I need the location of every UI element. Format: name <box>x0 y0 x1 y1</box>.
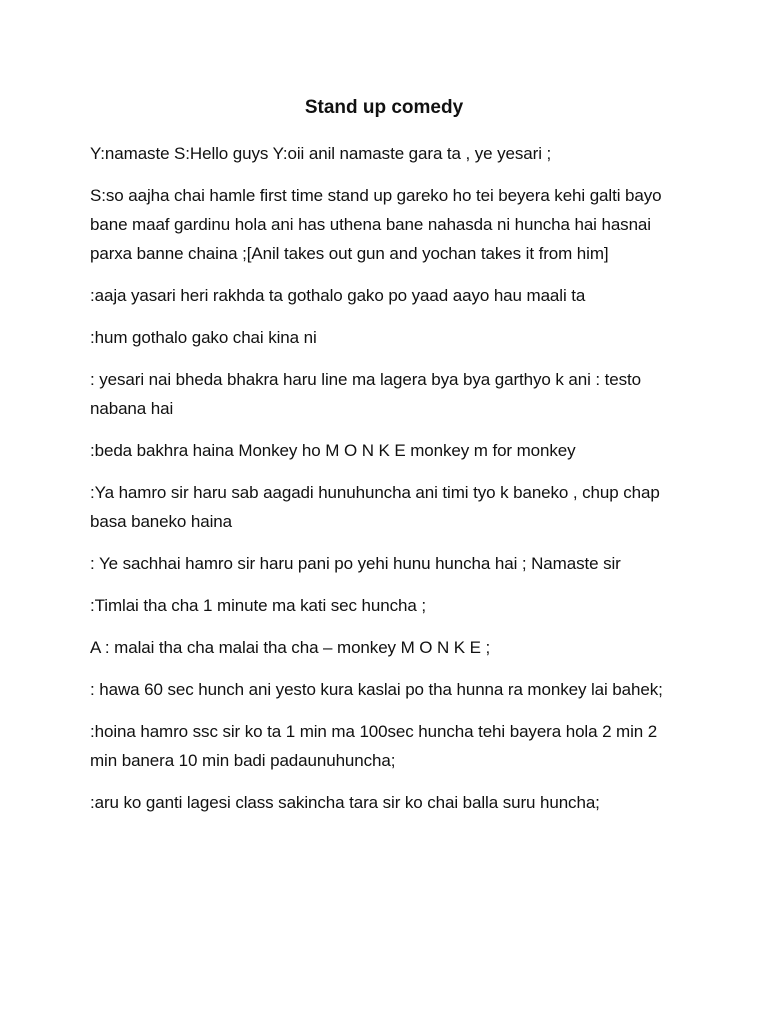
paragraph: :aru ko ganti lagesi class sakincha tara sir ko chai balla suru huncha; <box>90 793 600 812</box>
paragraph: : Ye sachhai hamro sir haru pani po yehi hunu huncha hai ; Namaste sir <box>90 554 621 573</box>
paragraph: : hawa 60 sec hunch ani yesto kura kaslai po tha hunna ra monkey lai bahek; <box>90 680 663 699</box>
paragraph: :Timlai tha cha 1 minute ma kati sec huncha ; <box>90 596 426 615</box>
paragraph: :beda bakhra haina Monkey ho M O N K E monkey m for monkey <box>90 441 576 460</box>
paragraph: :aaja yasari heri rakhda ta gothalo gako po yaad aayo hau maali ta <box>90 286 586 305</box>
paragraph: A : malai tha cha malai tha cha – monkey M O N K E ; <box>90 638 491 657</box>
document-title: Stand up comedy <box>304 97 464 118</box>
document-body <box>90 139 680 830</box>
paragraph: :Ya hamro sir haru sab aagadi hunuhuncha ani timi tyo k baneko , chup chap basa baneko haina <box>90 483 660 531</box>
paragraph: Y:namaste S:Hello guys Y:oii anil namaste gara ta , ye yesari ; <box>90 144 552 163</box>
paragraph: S:so aajha chai hamle first time stand up gareko ho tei beyera kehi galti bayo bane maaf gardinu hola ani has uthena bane nahasda ni huncha hai hasnai parxa banne chaina ;[Anil takes out gun and yochan takes it from him] <box>90 186 662 263</box>
paragraph: : yesari nai bheda bhakra haru line ma lagera bya bya garthyo k ani : testo nabana hai <box>90 370 642 418</box>
paragraph: :hoina hamro ssc sir ko ta 1 min ma 100sec huncha tehi bayera hola 2 min 2 min banera 10 min badi padaunuhuncha; <box>90 722 658 770</box>
paragraph: :hum gothalo gako chai kina ni <box>90 328 317 347</box>
